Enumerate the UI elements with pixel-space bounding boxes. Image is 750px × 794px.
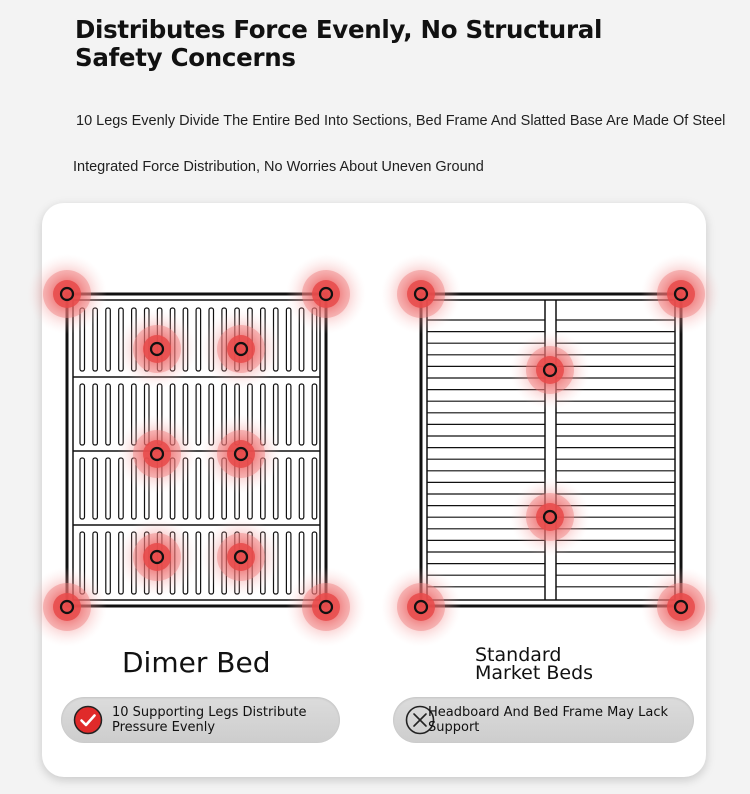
check-circle-icon <box>73 705 103 735</box>
dimer-support-point <box>117 414 197 494</box>
dimer-bed-title: Dimer Bed <box>122 646 271 679</box>
description-line-2: Integrated Force Distribution, No Worries About Uneven Ground <box>73 159 484 175</box>
dimer-support-point <box>117 517 197 597</box>
dimer-support-point <box>201 414 281 494</box>
dimer-support-point <box>117 309 197 389</box>
standard-feature-text: Headboard And Bed Frame May Lack Support <box>428 705 669 735</box>
dimer-feature-pill <box>61 697 340 743</box>
dimer-support-point <box>201 517 281 597</box>
standard-support-point <box>381 567 461 647</box>
dimer-support-point <box>201 309 281 389</box>
description-line-1: 10 Legs Evenly Divide The Entire Bed Into Sections, Bed Frame And Slatted Base Are Made Of Steel <box>76 113 726 129</box>
standard-bed-title: Standard Market Beds <box>475 644 594 684</box>
dimer-support-point <box>286 254 366 334</box>
standard-feature-pill <box>393 697 694 743</box>
standard-support-point <box>510 477 590 557</box>
standard-support-point <box>381 254 461 334</box>
dimer-support-point <box>27 254 107 334</box>
page-title: Distributes Force Evenly, No Structural Safety Concerns <box>75 15 603 72</box>
dimer-support-point <box>286 567 366 647</box>
dimer-feature-text: 10 Supporting Legs Distribute Pressure Evenly <box>112 705 307 735</box>
dimer-support-point <box>27 567 107 647</box>
standard-support-point <box>641 567 721 647</box>
standard-support-point <box>510 330 590 410</box>
standard-support-point <box>641 254 721 334</box>
